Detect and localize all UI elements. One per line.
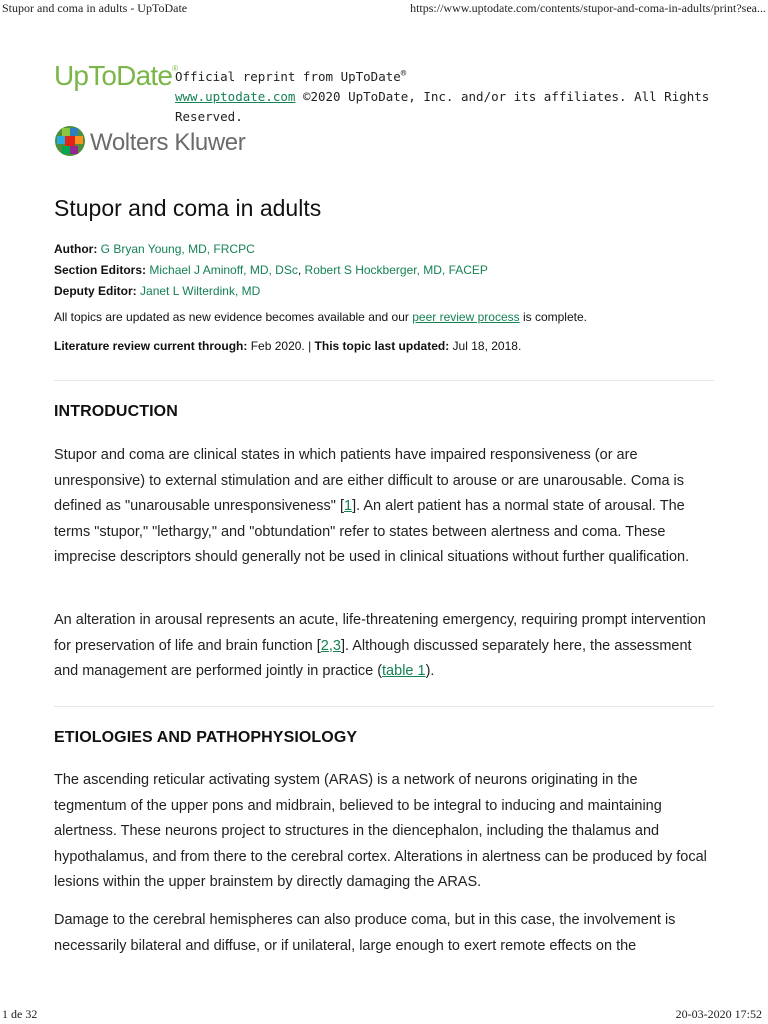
print-header-url: https://www.uptodate.com/contents/stupor-and-coma-in-adults/print?sea... bbox=[410, 1, 766, 15]
registered-mark: ® bbox=[172, 64, 178, 73]
author-line: Author: G Bryan Young, MD, FRCPC bbox=[54, 242, 255, 256]
deputy-editor-link[interactable]: Janet L Wilterdink, MD bbox=[140, 284, 261, 298]
introduction-heading: INTRODUCTION bbox=[54, 403, 178, 420]
table-1-link[interactable]: table 1 bbox=[382, 663, 426, 679]
introduction-paragraph-2: An alteration in arousal represents an acute, life-threatening emergency, requiring prompt intervention for preservation of life and brain function [2,3]. Although discussed separately here, the assessment and management are performed jointly in practice (table 1). bbox=[54, 612, 706, 679]
uptodate-site-link[interactable]: www.uptodate.com bbox=[175, 89, 296, 105]
author-link[interactable]: G Bryan Young, MD, FRCPC bbox=[100, 242, 255, 256]
reference-link-2-3[interactable]: 2,3 bbox=[320, 637, 341, 654]
reference-link-1[interactable]: 1 bbox=[344, 498, 353, 514]
page-number: 1 de 32 bbox=[2, 1007, 38, 1021]
section-editor-link-2[interactable]: Robert S Hockberger, MD, FACEP bbox=[304, 263, 488, 277]
update-note: All topics are updated as new evidence becomes available and our peer review process is complete. bbox=[54, 310, 587, 324]
peer-review-link[interactable]: peer review process bbox=[412, 310, 520, 324]
section-divider bbox=[54, 380, 714, 381]
etiologies-heading: ETIOLOGIES AND PATHOPHYSIOLOGY bbox=[54, 729, 358, 746]
article-title: Stupor and coma in adults bbox=[54, 195, 322, 221]
reprint-notice: Official reprint from UpToDate® www.uptodate.com ©2020 UpToDate, Inc. and/or its affiliates. All Rights Reserved. bbox=[175, 69, 710, 125]
deputy-editor-line: Deputy Editor: Janet L Wilterdink, MD bbox=[54, 284, 261, 298]
uptodate-logo[interactable]: UpToDate® bbox=[54, 60, 178, 91]
section-editor-link-1[interactable]: Michael J Aminoff, MD, DSc bbox=[149, 263, 298, 277]
print-footer bbox=[0, 1006, 768, 1024]
introduction-paragraph-1: Stupor and coma are clinical states in which patients have impaired responsiveness (or are unresponsive) to external stimulation and are either difficult to arouse or are unarousable. Coma is defined as "unarousable unresponsiveness" [1]. An alert patient has a normal state of arousal. The terms "stupor," "lethargy," and "obtundation" refer to states between alertness and coma. These imprecise descriptors should generally not be used in clinical situations without further qualification. bbox=[54, 447, 690, 565]
review-dates: Literature review current through: Feb 2020. | This topic last updated: Jul 18, 2018. bbox=[54, 339, 522, 353]
print-datetime: 20-03-2020 17:52 bbox=[675, 1007, 762, 1021]
section-divider bbox=[54, 706, 714, 707]
etiologies-paragraph-2: Damage to the cerebral hemispheres can also produce coma, but in this case, the involvement is necessarily bilateral and diffuse, or if unilateral, large enough to exert remote effects on the bbox=[54, 912, 676, 954]
section-editors-line: Section Editors: Michael J Aminoff, MD, DSc, Robert S Hockberger, MD, FACEP bbox=[54, 263, 488, 277]
print-header bbox=[0, 0, 768, 18]
print-header-title: Stupor and coma in adults - UpToDate bbox=[2, 1, 188, 15]
wolters-kluwer-wordmark: Wolters Kluwer bbox=[90, 129, 246, 156]
wolters-kluwer-mark-icon bbox=[54, 125, 86, 157]
etiologies-paragraph-1: The ascending reticular activating system (ARAS) is a network of neurons originating in the tegmentum of the upper pons and midbrain, believed to be integral to inducing and maintaining alertness. These neurons project to structures in the diencephalon, including the thalamus and hypothalamus, and from there to the cerebral cortex. Alterations in alertness can be produced by focal lesions within the upper brainstem by directly damaging the ARAS. bbox=[54, 772, 707, 890]
article-contributors bbox=[54, 239, 488, 302]
